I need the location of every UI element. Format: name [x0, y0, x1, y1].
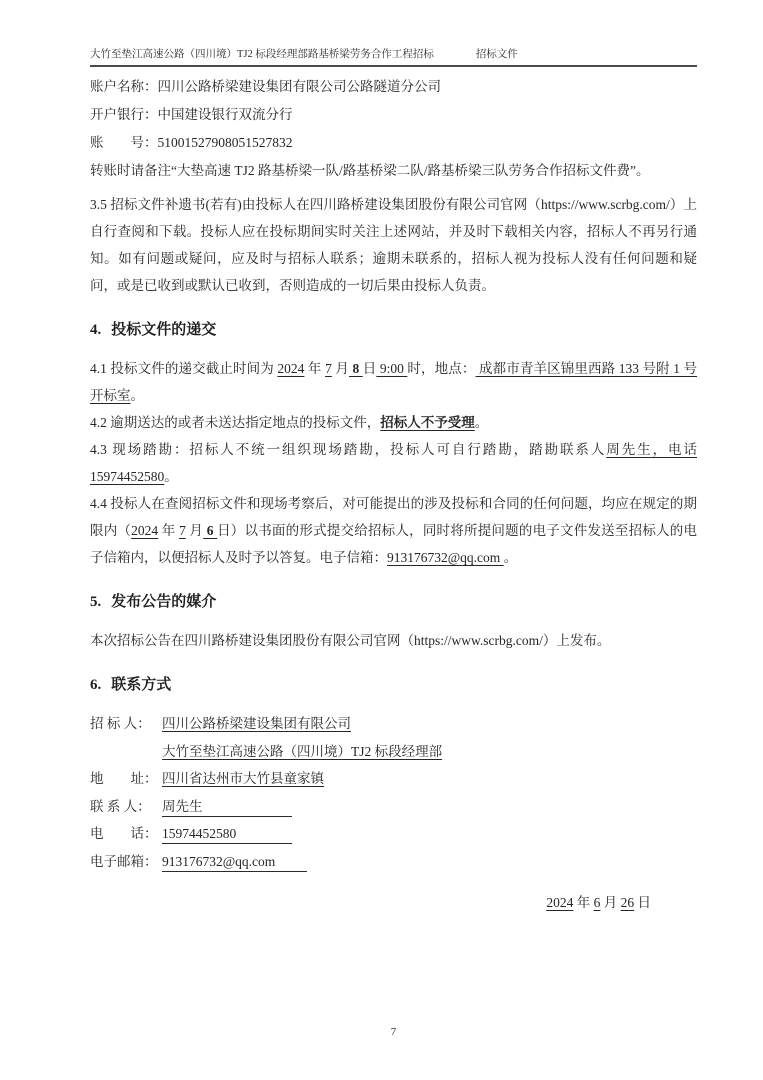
- tenderer-department: 大竹至垫江高速公路（四川境）TJ2 标段经理部: [162, 743, 443, 759]
- header-title: 大竹至垫江高速公路（四川境）TJ2 标段经理部路基桥梁劳务合作工程招标: [90, 49, 434, 60]
- clause-4-3: [90, 436, 697, 490]
- contact-person-value: 周先生: [162, 797, 292, 817]
- contact-person-label: 联 系 人：: [90, 798, 151, 814]
- date-day: 26: [620, 895, 635, 910]
- deadline-year: 2024: [277, 361, 305, 376]
- address-row: [90, 765, 697, 793]
- clause-4-4-text-5: 。: [503, 550, 518, 565]
- account-bank-label: 开户银行：: [90, 107, 158, 122]
- section-4-title: 投标文件的递交: [111, 322, 217, 338]
- rejection-notice: 招标人不予受理: [380, 415, 475, 430]
- section-5-heading: [90, 591, 697, 613]
- deadline-day: 8: [348, 361, 363, 376]
- survey-contact: 周先生，电话 15974452580: [90, 442, 698, 484]
- clause-4-1-text-2: 年: [304, 361, 326, 376]
- clause-4-1-text-5: 时，地点：: [407, 361, 476, 376]
- announcement-media-text: 本次招标公告在四川路桥建设集团股份有限公司官网（https://www.scrbg.com/）上发布。: [90, 633, 611, 648]
- section-6-number: 6.: [90, 677, 102, 693]
- date-text-3: 日: [634, 895, 651, 910]
- clause-4-4-text-1: 4.4 投标人在查阅招标文件和现场考察后，对可能提出的涉及投标和合同的任何问题，均应在规定的期限内（: [90, 496, 697, 538]
- header-doc-type: 招标文件: [475, 49, 518, 60]
- clause-4-3-text-1: 4.3 现场踏勘：招标人不统一组织现场踏勘，投标人可自行踏勘，踏勘联系人: [90, 442, 607, 457]
- clause-4-4-text-3: 月: [185, 523, 204, 538]
- date-text-1: 年: [573, 895, 594, 910]
- tenderer-row: [90, 710, 697, 738]
- phone-row: [90, 820, 697, 848]
- date-year: 2024: [546, 895, 574, 910]
- clause-4-1: [90, 355, 697, 409]
- account-name-label: 账户名称：: [90, 79, 158, 94]
- phone-label: 电 话：: [90, 826, 158, 841]
- email-value: 913176732@qq.com: [162, 852, 307, 872]
- section-4-heading: [90, 319, 697, 341]
- address-label: 地 址：: [90, 771, 158, 786]
- transfer-note: 转账时请备注“大垫高速 TJ2 路基桥梁一队/路基桥梁二队/路基桥梁三队劳务合作招标文件费”。: [90, 163, 650, 178]
- clause-4-4-text-4: 日）以书面的形式提交给招标人，同时将所提问题的电子文件发送至招标人的电子信箱内，以便招标人及时予以答复。电子信箱：: [90, 523, 697, 565]
- clause-4-1-text-1: 4.1 投标文件的递交截止时间为: [90, 361, 278, 376]
- clause-3-5: 3.5 招标文件补遗书(若有)由投标人在四川路桥建设集团股份有限公司官网（https://www.scrbg.com/）上自行查阅和下载。投标人应在投标期间实时关注上述网站，并及时下载相关内容，招标人不再另行通知。如有问题或疑问，应及时与招标人联系；逾期未联系的，招标人视为投标人没有任何问题和疑问，或是已收到或默认已收到，否则造成的一切后果由投标人负责。: [90, 197, 697, 293]
- date-month: 6: [593, 895, 601, 910]
- tenderer-label: 招 标 人：: [90, 716, 151, 731]
- date-text-2: 月: [600, 895, 621, 910]
- question-deadline-year: 2024: [131, 523, 159, 538]
- page-header: [90, 46, 697, 67]
- account-bank-value: 中国建设银行双流分行: [157, 107, 293, 122]
- deadline-month: 7: [325, 361, 332, 376]
- clause-4-1-text-6: 。: [130, 388, 144, 403]
- phone-value: 15974452580: [162, 824, 292, 844]
- clause-4-2-text-1: 4.2 逾期送达的或者未送达指定地点的投标文件，: [90, 415, 381, 430]
- email-row: [90, 848, 697, 876]
- question-deadline-day: 6: [203, 523, 218, 538]
- page-number: 7: [390, 1026, 397, 1038]
- section-6-title: 联系方式: [111, 677, 172, 693]
- clause-4-1-text-4: 日: [362, 361, 377, 376]
- clause-4-2: [90, 409, 697, 436]
- clause-4-3-text-2: 。: [164, 469, 178, 484]
- account-name-row: [90, 73, 697, 101]
- deadline-time: 9:00: [376, 361, 408, 376]
- clause-4-4-text-2: 年: [158, 523, 180, 538]
- clause-4-4: [90, 490, 697, 571]
- clause-4-2-text-2: 。: [474, 415, 489, 430]
- section-5-title: 发布公告的媒介: [111, 594, 217, 610]
- tenderer-row-2: [90, 738, 697, 766]
- email-label: 电子邮箱：: [90, 853, 158, 869]
- question-deadline-month: 7: [179, 523, 186, 538]
- account-number-row: [90, 129, 697, 157]
- submission-place: 成都市青羊区锦里西路 133 号附 1 号开标室: [90, 361, 698, 403]
- account-number-label: 账 号：: [90, 135, 158, 150]
- section-4-number: 4.: [90, 322, 102, 338]
- account-number-value: 51001527908051527832: [157, 135, 293, 150]
- document-date: [90, 889, 697, 916]
- tenderer-email-inline: 913176732@qq.com: [387, 550, 504, 565]
- address-value: 四川省达州市大竹县童家镇: [162, 771, 324, 786]
- tenderer-name: 四川公路桥梁建设集团有限公司: [162, 716, 351, 731]
- account-bank-row: [90, 101, 697, 129]
- account-name-value: 四川公路桥梁建设集团有限公司公路隧道分公司: [157, 79, 441, 94]
- contact-person-row: [90, 793, 697, 821]
- section-5-number: 5.: [90, 594, 102, 610]
- section-6-heading: [90, 674, 697, 696]
- clause-4-1-text-3: 月: [331, 361, 349, 376]
